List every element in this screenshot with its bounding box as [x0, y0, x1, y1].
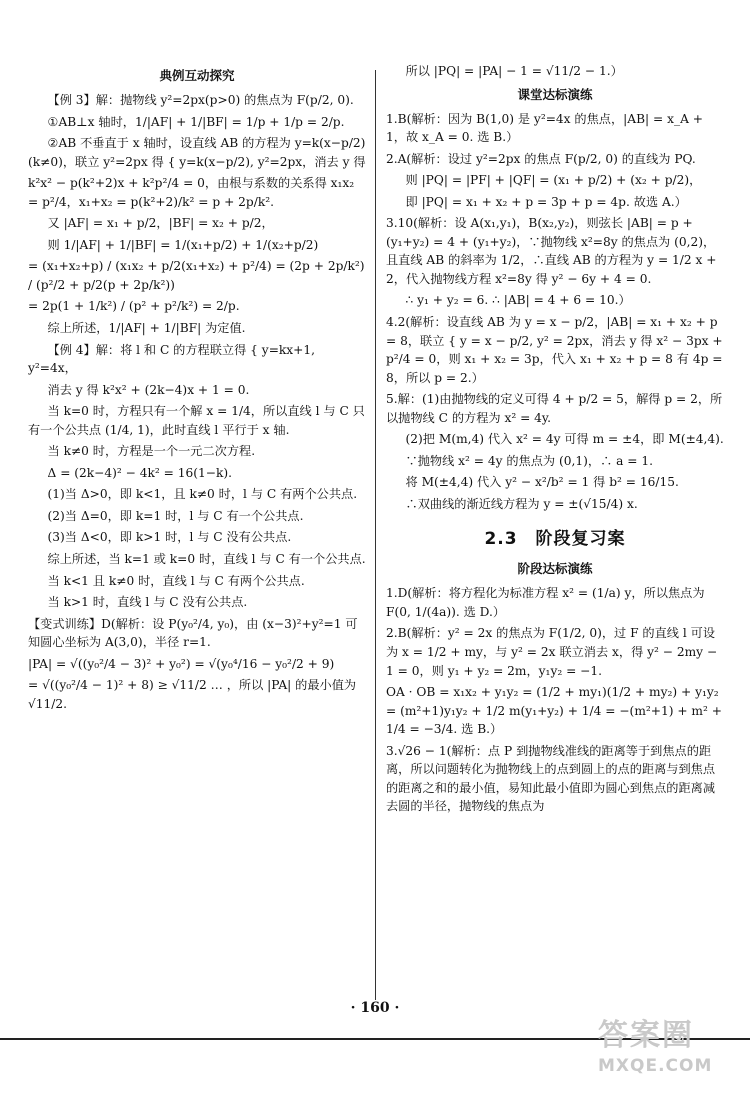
text-line: 又 |AF| = x₁ + p/2，|BF| = x₂ + p/2，	[47, 216, 274, 231]
text-line: 将 M(±4,4) 代入 y² − x²/b² = 1 得 b² = 16/15.	[405, 475, 679, 490]
text-line: 综上所述，1/|AF| + 1/|BF| 为定值.	[47, 321, 246, 336]
text-line: (2)把 M(m,4) 代入 x² = 4y 可得 m = ±4，即 M(±4,4).	[405, 432, 724, 447]
watermark-logo	[598, 1016, 746, 1086]
watermark-text-top: 答案圈	[598, 1018, 694, 1053]
text-line: 1.B(解析：因为 B(1,0) 是 y²=4x 的焦点，|AB| = x_A + 1，故 x_A = 0. 选 B.）	[386, 111, 703, 145]
text-line: |PA| = √((y₀²/4 − 3)² + y₀²) = √(y₀⁴/16 − y₀²/2 + 9)	[28, 656, 335, 671]
text-line: 当 k≠0 时，方程是一个一元二次方程.	[47, 444, 256, 459]
text-line: ①AB⊥x 轴时，1/|AF| + 1/|BF| = 1/p + 1/p = 2/p.	[47, 114, 345, 129]
text-line: (3)当 Δ<0，即 k>1 时，l 与 C 没有公共点.	[47, 530, 292, 545]
text-line: 则 |PQ| = |PF| + |QF| = (x₁ + p/2) + (x₂ + p/2)，	[405, 173, 702, 188]
section-title-stage-practice: 阶段达标演练	[517, 561, 593, 577]
text-line: 3.10(解析：设 A(x₁,y₁)，B(x₂,y₂)，则弦长 |AB| = p + (y₁+y₂) = 4 + (y₁+y₂)，∵抛物线 x²=8y 的焦点为 (0,2)，且直线 AB 的斜率为 1/2，∴直线 AB 的方程为 y = 1/2 x + 2，代入抛物线方程 x²=8y 得 y² − 6y + 4 = 0.	[386, 216, 717, 286]
text-line: ∴ y₁ + y₂ = 6. ∴ |AB| = 4 + 6 = 10.）	[405, 293, 631, 308]
text-line: 2.B(解析：y² = 2x 的焦点为 F(1/2, 0)，过 F 的直线 l 可设为 x = 1/2 + my，与 y² = 2x 联立消去 x，得 y² − 2my − 1 = 0，则 y₁ + y₂ = 2m，y₁y₂ = −1.	[386, 626, 718, 678]
text-line: 2.A(解析：设过 y²=2px 的焦点 F(p/2, 0) 的直线为 PQ.	[386, 151, 696, 166]
text-line: ∴双曲线的渐近线方程为 y = ±(√15/4) x.	[405, 496, 638, 511]
text-line: = 2p(1 + 1/k²) / (p² + p²/k²) = 2/p.	[28, 299, 240, 314]
text-line: ∵抛物线 x² = 4y 的焦点为 (0,1)，∴ a = 1.	[405, 453, 653, 468]
page-number: · 160 ·	[350, 1000, 400, 1016]
text-line: 1.D(解析：将方程化为标准方程 x² = (1/a) y，所以焦点为 F(0, 1/(4a)). 选 D.）	[386, 586, 705, 619]
text-line: 3.√26 − 1(解析：点 P 到抛物线准线的距离等于到焦点的距离，所以问题转化为抛物线上的点到圆上的点的距离与到焦点的距离之和的最小值，易知此最小值即为圆心到焦点的距离减去圆的半径，抛物线的焦点为	[386, 743, 716, 814]
text-line: 所以 |PQ| = |PA| − 1 = √11/2 − 1.）	[405, 64, 623, 78]
text-line: 则 1/|AF| + 1/|BF| = 1/(x₁+p/2) + 1/(x₂+p/2)	[47, 237, 319, 252]
text-line: Δ = (2k−4)² − 4k² = 16(1−k).	[47, 465, 232, 480]
text-line: 【例 4】解：将 l 和 C 的方程联立得 { y=kx+1, y²=4x，	[28, 342, 315, 376]
text-line: 即 |PQ| = x₁ + x₂ + p = 3p + p = 4p. 故选 A.）	[405, 194, 687, 209]
text-line: = (x₁+x₂+p) / (x₁x₂ + p/2(x₁+x₂) + p²/4) = (2p + 2p/k²) / (p²/2 + p/2(p + 2p/k²))	[28, 259, 365, 292]
left-column	[28, 62, 366, 716]
text-line: = √((y₀²/4 − 1)² + 8) ≥ √11/2 … ，所以 |PA| 的最小值为 √11/2.	[28, 678, 357, 711]
text-line: k²x² − p(k²+2)x + k²p²/4 = 0，由根与系数的关系得 x₁x₂ = p²/4，x₁+x₂ = p(k²+2)/k² = p + 2p/k².	[28, 176, 355, 209]
text-line: (1)当 Δ>0，即 k<1，且 k≠0 时，l 与 C 有两个公共点.	[47, 487, 358, 502]
text-line: 【例 3】解：抛物线 y²=2px(p>0) 的焦点为 F(p/2, 0).	[47, 93, 354, 107]
watermark-text-bottom: MXQE.COM	[598, 1056, 713, 1076]
text-line: (2)当 Δ=0，即 k=1 时，l 与 C 有一个公共点.	[47, 508, 304, 523]
text-line: 当 k>1 时，直线 l 与 C 没有公共点.	[47, 595, 248, 610]
text-line: ②AB 不垂直于 x 轴时，设直线 AB 的方程为 y=k(x−p/2) (k≠0)，联立 y²=2px 得 { y=k(x−p/2), y²=2px，消去 y 得	[28, 136, 366, 169]
section-heading: 2.3 阶段复习案	[484, 529, 626, 550]
section-title-examples: 典例互动探究	[159, 68, 235, 83]
right-column	[386, 62, 724, 819]
text-line: OA · OB = x₁x₂ + y₁y₂ = (1/2 + my₁)(1/2 + my₂) + y₁y₂ = (m²+1)y₁y₂ + 1/2 m(y₁+y₂) + 1/4 = −(m²+1) + m² + 1/4 = −3/4. 选 B.）	[386, 685, 722, 737]
document-page	[28, 62, 728, 1072]
text-line: 综上所述，当 k=1 或 k=0 时，直线 l 与 C 有一个公共点.	[47, 552, 366, 567]
text-line: 消去 y 得 k²x² + (2k−4)x + 1 = 0.	[47, 382, 250, 397]
text-line: 5.解：(1)由抛物线的定义可得 4 + p/2 = 5，解得 p = 2，所以抛物线 C 的方程为 x² = 4y.	[386, 392, 723, 425]
section-title-class-practice: 课堂达标演练	[517, 86, 593, 102]
text-line: 【变式训练】D(解析：设 P(y₀²/4, y₀)，由 (x−3)²+y²=1 可知圆心坐标为 A(3,0)，半径 r=1.	[28, 616, 358, 650]
text-line: 当 k<1 且 k≠0 时，直线 l 与 C 有两个公共点.	[47, 573, 305, 588]
text-line: 4.2(解析：设直线 AB 为 y = x − p/2，|AB| = x₁ + x₂ + p = 8，联立 { y = x − p/2, y² = 2px，消去 y 得 x² − 3px + p²/4 = 0，则 x₁ + x₂ = 3p，代入 x₁ + x₂ + p = 8 有 4p = 8，所以 p = 2.）	[386, 315, 723, 385]
text-line: 当 k=0 时，方程只有一个解 x = 1/4，所以直线 l 与 C 只有一个公共点 (1/4, 1)，此时直线 l 平行于 x 轴.	[28, 404, 365, 437]
column-divider	[375, 70, 376, 1000]
